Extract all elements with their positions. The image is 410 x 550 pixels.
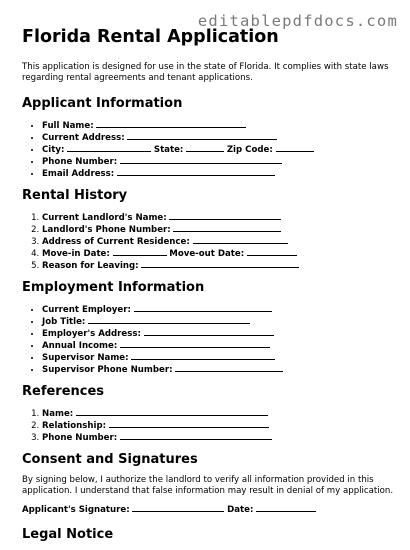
reason-row <box>42 259 394 271</box>
consent-text: By signing below, I authorize the landlord to verify all information provided in this application. I understand that false information may result in denial of my application. <box>22 475 394 496</box>
city-state-zip-row <box>42 143 394 155</box>
landlord-phone-label: Landlord's Phone Number: <box>42 225 171 235</box>
rental-application-form <box>22 26 394 550</box>
reference-name-field[interactable] <box>76 407 268 416</box>
full-name-field[interactable] <box>96 119 246 128</box>
supervisor-phone-row <box>42 363 394 375</box>
reference-phone-row <box>42 431 394 443</box>
employer-row <box>42 303 394 315</box>
move-in-label: Move-in Date: <box>42 249 110 259</box>
income-field[interactable] <box>120 339 270 348</box>
relationship-label: Relationship: <box>42 421 107 431</box>
move-out-label: Move-out Date: <box>169 249 245 259</box>
applicant-fields <box>22 119 394 179</box>
residence-address-label: Address of Current Residence: <box>42 237 190 247</box>
landlord-name-field[interactable] <box>169 211 281 220</box>
reason-field[interactable] <box>141 259 299 268</box>
state-label: State: <box>153 145 184 155</box>
move-out-field[interactable] <box>247 247 297 256</box>
landlord-phone-row <box>42 223 394 235</box>
income-row <box>42 339 394 351</box>
employer-label: Current Employer: <box>42 305 131 315</box>
section-heading-references: References <box>22 384 105 399</box>
landlord-name-row <box>42 211 394 223</box>
reference-name-label: Name: <box>42 409 74 419</box>
zip-label: Zip Code: <box>226 145 273 155</box>
signature-field[interactable] <box>132 503 224 512</box>
job-title-label: Job Title: <box>42 317 86 327</box>
employer-address-field[interactable] <box>144 327 274 336</box>
page-title: Florida Rental Application <box>22 27 279 47</box>
supervisor-phone-field[interactable] <box>175 363 283 372</box>
current-address-row <box>42 131 394 143</box>
section-heading-applicant: Applicant Information <box>22 96 183 111</box>
reference-phone-label: Phone Number: <box>42 433 118 443</box>
signature-row <box>22 503 394 516</box>
phone-row <box>42 155 394 167</box>
reference-name-row <box>42 407 394 419</box>
landlord-name-label: Current Landlord's Name: <box>42 213 167 223</box>
employment-fields <box>22 303 394 375</box>
phone-field[interactable] <box>120 155 282 164</box>
city-label: City: <box>42 145 65 155</box>
intro-text: This application is designed for use in the state of Florida. It complies with state laws regarding rental agreements and tenant applications. <box>22 62 389 83</box>
supervisor-name-label: Supervisor Name: <box>42 353 129 363</box>
date-field[interactable] <box>256 503 316 512</box>
supervisor-phone-label: Supervisor Phone Number: <box>42 365 173 375</box>
employer-address-label: Employer's Address: <box>42 329 141 339</box>
section-heading-legal: Legal Notice <box>22 527 114 542</box>
current-address-label: Current Address: <box>42 133 125 143</box>
reason-label: Reason for Leaving: <box>42 261 139 271</box>
rental-history-fields <box>22 211 394 271</box>
signature-label: Applicant's Signature: <box>22 505 130 515</box>
supervisor-name-row <box>42 351 394 363</box>
references-fields <box>22 407 394 443</box>
section-heading-consent: Consent and Signatures <box>22 452 198 467</box>
residence-address-row <box>42 235 394 247</box>
reference-phone-field[interactable] <box>120 431 272 440</box>
residence-address-field[interactable] <box>193 235 288 244</box>
full-name-label: Full Name: <box>42 121 94 131</box>
current-address-field[interactable] <box>127 131 277 140</box>
move-in-field[interactable] <box>113 247 167 256</box>
landlord-phone-field[interactable] <box>173 223 281 232</box>
income-label: Annual Income: <box>42 341 118 351</box>
city-field[interactable] <box>67 143 151 152</box>
relationship-row <box>42 419 394 431</box>
watermark: editablepdfdocs.com <box>197 12 398 30</box>
email-field[interactable] <box>117 167 275 176</box>
full-name-row <box>42 119 394 131</box>
employer-address-row <box>42 327 394 339</box>
supervisor-name-field[interactable] <box>131 351 275 360</box>
employer-field[interactable] <box>134 303 272 312</box>
section-heading-employment: Employment Information <box>22 280 205 295</box>
move-dates-row <box>42 247 394 259</box>
email-label: Email Address: <box>42 169 115 179</box>
section-heading-rental-history: Rental History <box>22 188 128 203</box>
date-label: Date: <box>227 505 254 515</box>
job-title-row <box>42 315 394 327</box>
email-row <box>42 167 394 179</box>
phone-label: Phone Number: <box>42 157 118 167</box>
job-title-field[interactable] <box>88 315 250 324</box>
state-field[interactable] <box>186 143 224 152</box>
relationship-field[interactable] <box>109 419 269 428</box>
zip-field[interactable] <box>276 143 314 152</box>
